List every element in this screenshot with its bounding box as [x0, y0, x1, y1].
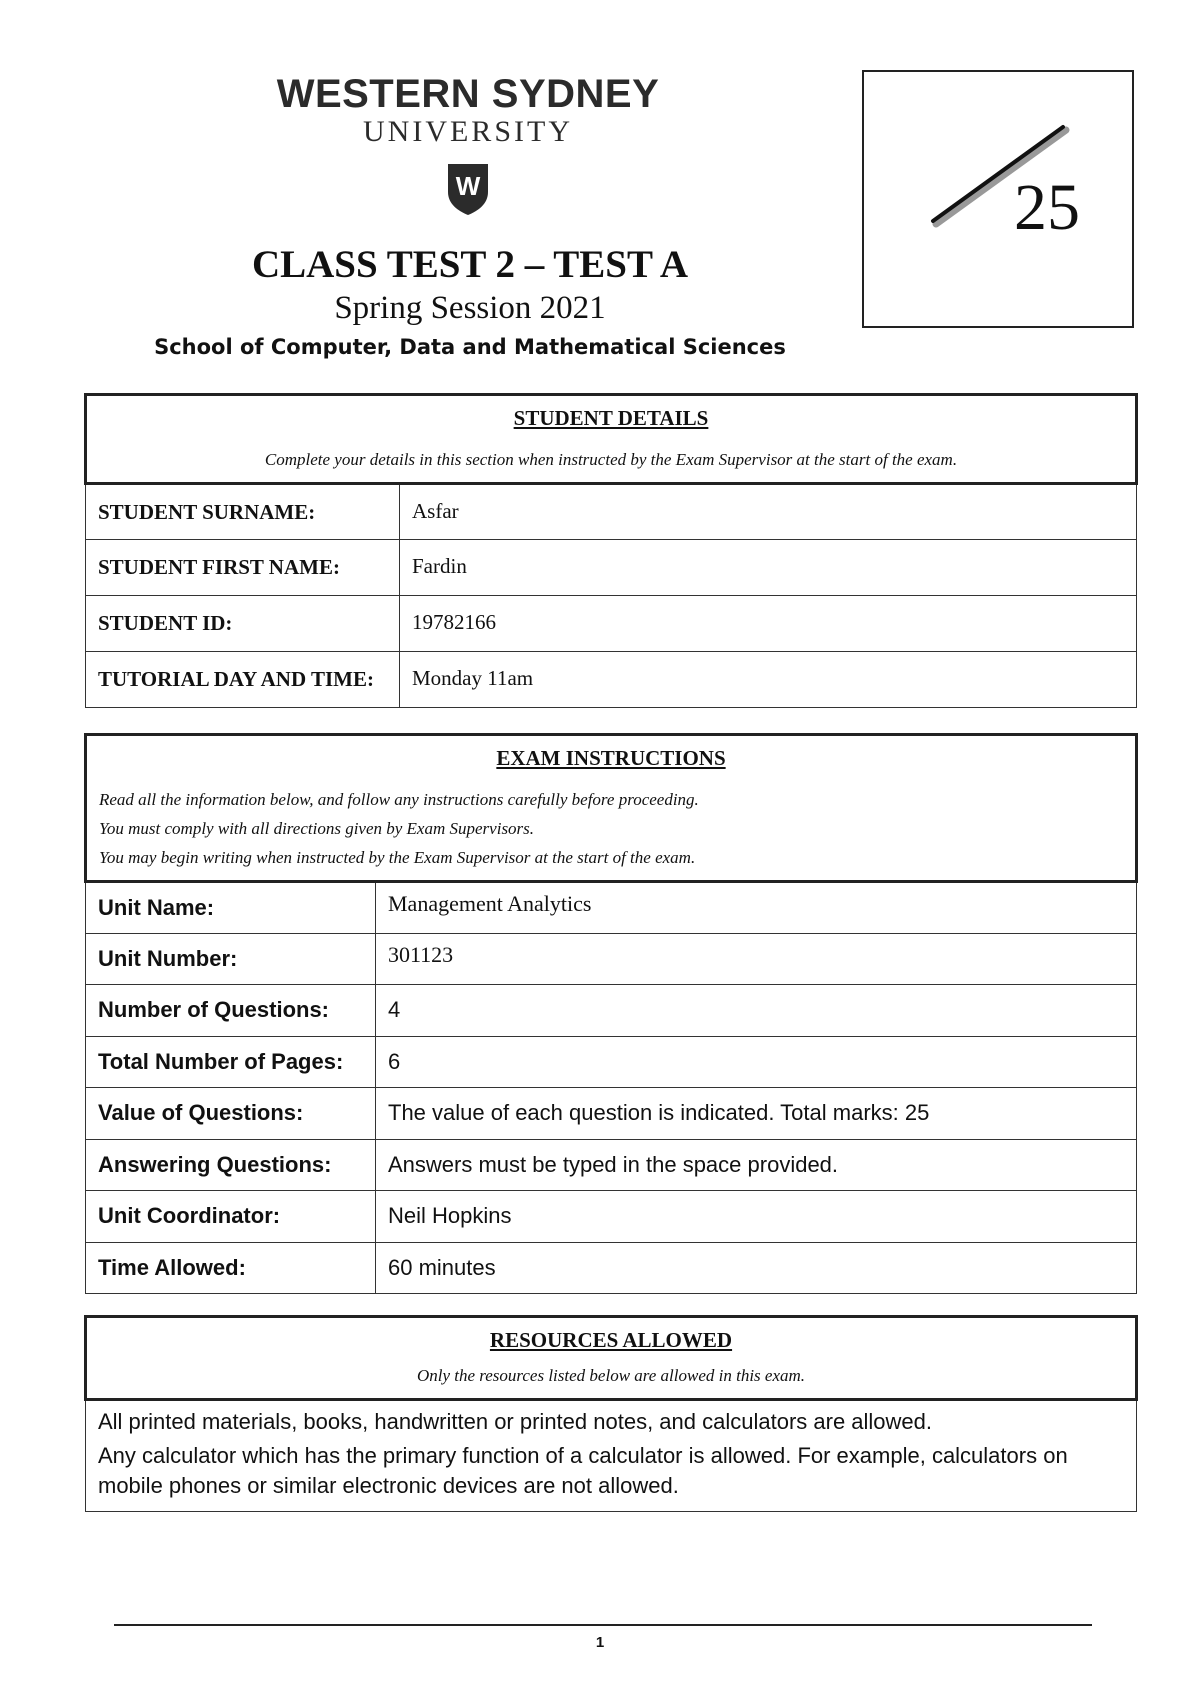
tutorial-time-label: TUTORIAL DAY AND TIME:: [86, 652, 400, 708]
time-allowed-label: Time Allowed:: [86, 1242, 376, 1294]
first-name-label: STUDENT FIRST NAME:: [86, 540, 400, 596]
table-row: [86, 1191, 1137, 1243]
table-row: [86, 1036, 1137, 1088]
score-total: 25: [1014, 171, 1080, 244]
page-count-value: 6: [376, 1036, 1137, 1088]
university-shield-icon: [446, 162, 490, 216]
time-allowed-value: 60 minutes: [376, 1242, 1137, 1294]
table-row: [86, 540, 1137, 596]
resources-instruction: Only the resources listed below are allowed in this exam.: [416, 1366, 806, 1385]
shield-letter: W: [455, 171, 481, 201]
resources-heading: RESOURCES ALLOWED: [489, 1328, 733, 1352]
answering-text: Answers must be typed in the space provided.: [376, 1139, 1137, 1191]
resources-line: All printed materials, books, handwritten or printed notes, and calculators are allowed.: [98, 1409, 933, 1434]
resources-line: Any calculator which has the primary function of a calculator is allowed. For example, calculators on mobile phones or similar electronic devices are not allowed.: [98, 1443, 1068, 1498]
surname-field[interactable]: Asfar: [400, 484, 1137, 540]
resources-header: [86, 1317, 1137, 1400]
table-row: [86, 484, 1137, 540]
tutorial-time-field[interactable]: Monday 11am: [400, 652, 1137, 708]
score-slash-icon: [864, 72, 1132, 326]
page-title: CLASS TEST 2 – TEST A: [251, 243, 689, 286]
student-details-instruction: Complete your details in this section when instructed by the Exam Supervisor at the start of the exam.: [264, 450, 958, 469]
unit-number-label: Unit Number:: [86, 933, 376, 985]
coordinator-value: Neil Hopkins: [376, 1191, 1137, 1243]
table-row: [86, 1242, 1137, 1294]
student-id-label: STUDENT ID:: [86, 596, 400, 652]
unit-name-label: Unit Name:: [86, 882, 376, 934]
table-row: [86, 652, 1137, 708]
table-row: [86, 1088, 1137, 1140]
question-count-label: Number of Questions:: [86, 985, 376, 1037]
logo-line-2: UNIVERSITY: [363, 115, 573, 148]
instruction-line: You must comply with all directions given by Exam Supervisors.: [99, 819, 535, 838]
exam-instructions-header: [86, 735, 1137, 882]
unit-name-value: Management Analytics: [376, 882, 1137, 934]
university-logo: [276, 72, 660, 221]
footer-divider: [114, 1624, 1092, 1626]
unit-number-value: 301123: [376, 933, 1137, 985]
instruction-line: Read all the information below, and follow any instructions carefully before proceeding.: [99, 790, 699, 809]
table-row: [86, 933, 1137, 985]
student-details-header: [86, 395, 1137, 484]
school-name: School of Computer, Data and Mathematical Sciences: [154, 335, 786, 359]
surname-label: STUDENT SURNAME:: [86, 484, 400, 540]
session-subtitle: Spring Session 2021: [334, 290, 606, 326]
table-row: [86, 1139, 1137, 1191]
first-name-field[interactable]: Fardin: [400, 540, 1137, 596]
logo-line-1: WESTERN SYDNEY: [276, 72, 660, 116]
question-count-value: 4: [376, 985, 1137, 1037]
resources-table: [84, 1315, 1138, 1512]
student-details-table: [84, 393, 1138, 708]
instruction-line: You may begin writing when instructed by the Exam Supervisor at the start of the exam.: [99, 848, 696, 867]
resources-body: [86, 1400, 1137, 1512]
page-count-label: Total Number of Pages:: [86, 1036, 376, 1088]
answering-label: Answering Questions:: [86, 1139, 376, 1191]
exam-instructions-table: [84, 733, 1138, 1294]
page-number: 1: [595, 1634, 605, 1651]
table-row: [86, 596, 1137, 652]
score-box: [862, 70, 1134, 328]
student-details-heading: STUDENT DETAILS: [513, 406, 709, 430]
table-row: [86, 985, 1137, 1037]
question-value-text: The value of each question is indicated. Total marks: 25: [376, 1088, 1137, 1140]
exam-instructions-heading: EXAM INSTRUCTIONS: [496, 746, 726, 770]
student-id-field[interactable]: 19782166: [400, 596, 1137, 652]
table-row: [86, 882, 1137, 934]
question-value-label: Value of Questions:: [86, 1088, 376, 1140]
coordinator-label: Unit Coordinator:: [86, 1191, 376, 1243]
